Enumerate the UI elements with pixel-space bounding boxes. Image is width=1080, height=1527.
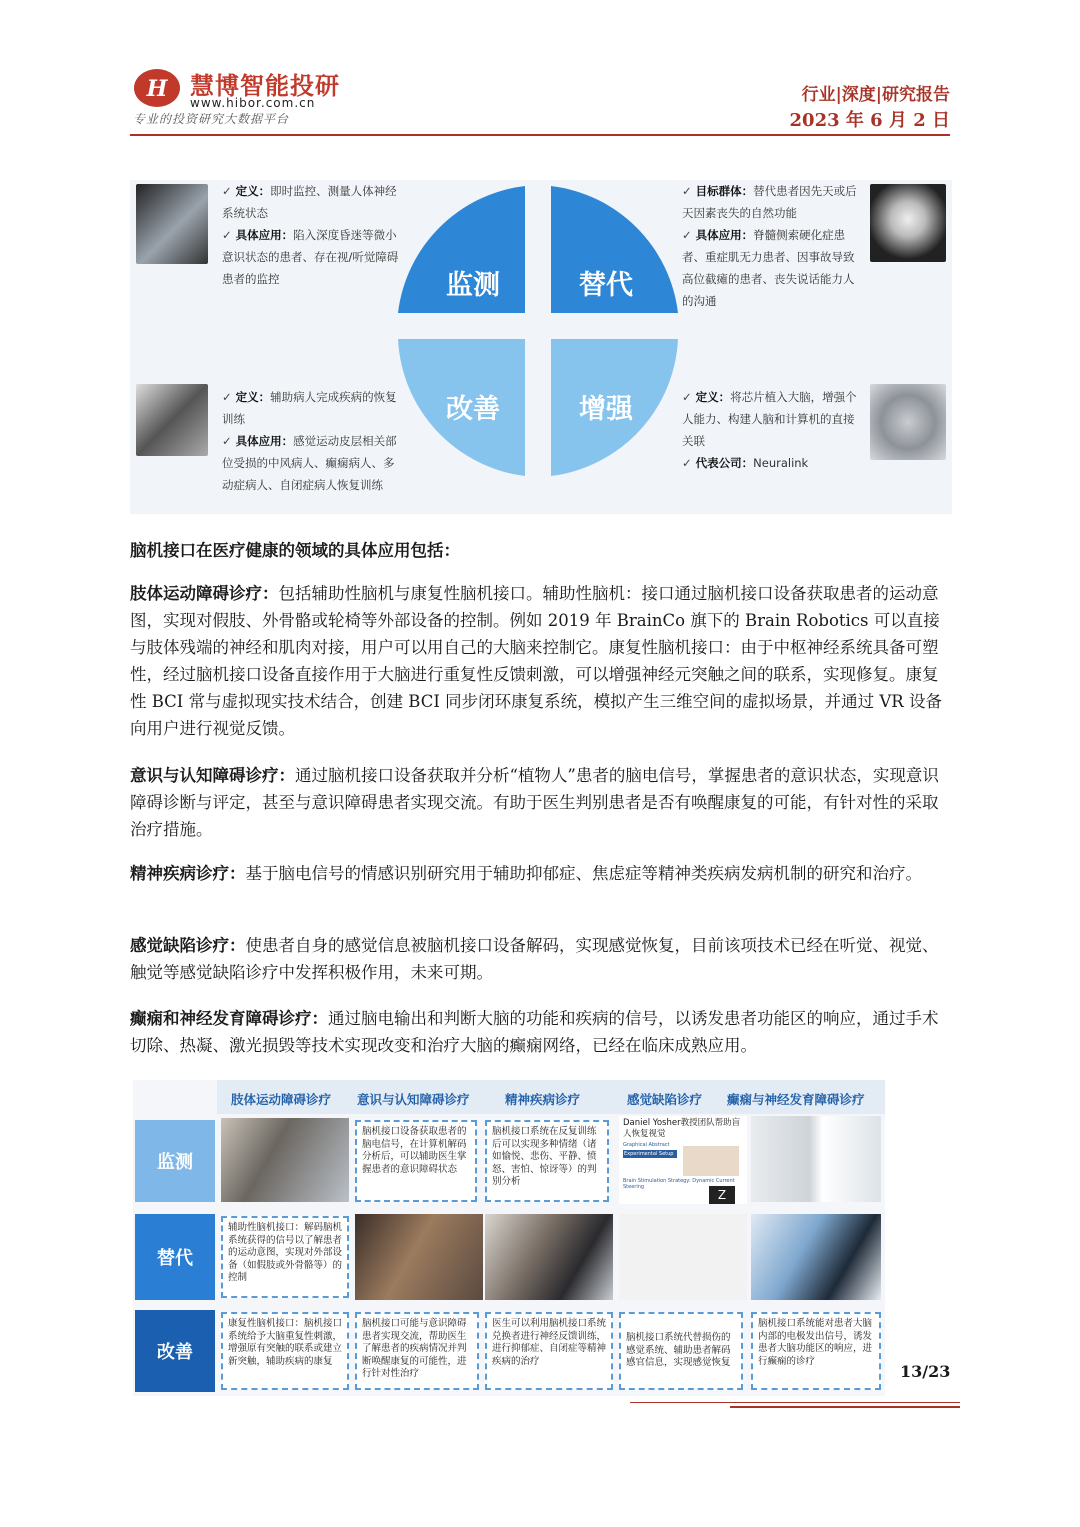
sensory-caption: Daniel Yosher教授团队帮助盲人恢复视觉 bbox=[623, 1118, 741, 1139]
brand-tagline: 专业的投资研究大数据平台 bbox=[133, 112, 290, 126]
col-motor: 肢体运动障碍诊疗 bbox=[231, 1092, 332, 1107]
monitor-application: ✓ 具体应用：陷入深度昏迷等微小意识状态的患者、存在视/听觉障碍患者的监控 bbox=[222, 228, 399, 286]
brand-url[interactable]: www.hibor.com.cn bbox=[190, 96, 316, 110]
footer-rule-thick bbox=[730, 1406, 960, 1408]
sensory-monitor-graphic bbox=[619, 1116, 747, 1204]
check-icon: ✓ bbox=[222, 184, 232, 198]
replace-text bbox=[682, 180, 858, 312]
intro-heading: 脑机接口在医疗健康的领域的具体应用包括： bbox=[130, 541, 460, 560]
quadrant-monitor-label: 监测 bbox=[446, 270, 500, 301]
para-epilepsy: 癫痫和神经发育障碍诊疗：通过脑电输出和判断大脑的功能和疾病的信号，以诱发患者功能区的响应，通过手术切除、热凝、激光损毁等技术实现改变和治疗大脑的癫痫网络，已经在临床成熟应用。 bbox=[130, 1009, 939, 1055]
experimental-setup-label: Experimental Setup bbox=[623, 1150, 677, 1158]
report-type: 行业|深度|研究报告 bbox=[801, 85, 950, 105]
check-icon: ✓ bbox=[682, 228, 692, 242]
svg-text:H: H bbox=[146, 76, 168, 102]
cell-sensory-improve: 脑机接口系统代替损伤的感觉系统、辅助患者解码感官信息，实现感觉恢复 bbox=[619, 1312, 743, 1390]
cell-consciousness-improve: 脑机接口可能与意识障碍患者实现交流，帮助医生了解患者的疾病情况并判断唤醒康复的可能性，进行针对性治疗 bbox=[355, 1312, 479, 1390]
col-psychiatric: 精神疾病诊疗 bbox=[505, 1092, 581, 1107]
row-improve: 改善 bbox=[135, 1310, 215, 1392]
page-number: 13/23 bbox=[900, 1362, 951, 1381]
check-icon: ✓ bbox=[682, 456, 692, 470]
footer-rule-thin bbox=[630, 1402, 960, 1403]
row-monitor: 监测 bbox=[135, 1120, 215, 1202]
stimulation-strategy-label: Brain Stimulation Strategy: Dynamic Current Steering bbox=[623, 1178, 735, 1190]
cell-motor-replace: 辅助性脑机接口：解码脑机系统获得的信号以了解患者的运动意图，实现对外部设备（如假肢或外骨骼等）的控制 bbox=[221, 1216, 349, 1298]
para-motor: 肢体运动障碍诊疗：包括辅助性脑机与康复性脑机接口。辅助性脑机：接口通过脑机接口设备获取患者的运动意图，实现对假肢、外骨骼或轮椅等外部设备的控制。例如 2019 年 BrainCo 旗下的 Brain Robotics 可以直接与肢体残端的神经和肌肉对接，用户可以用自己的大脑来控制它。康复性脑机接口：由于中枢神经系统具备可塑性，经过脑机接口设备直接作用于大脑进行重复性反馈刺激，可以增强神经元突触之间的联系，实现修复。康复性 BCI 常与虚拟现实技术结合，创建 BCI 同步闭环康复系统，模拟产生三维空间的虚拟场景，并通过 VR 设备向用户进行视觉反馈。 bbox=[130, 584, 942, 738]
enhance-definition: ✓ 定义：将芯片植入大脑，增强个人能力、构建人脑和计算机的直接关联 bbox=[682, 390, 857, 448]
replace-photo bbox=[870, 184, 946, 262]
check-icon: ✓ bbox=[222, 434, 232, 448]
motor-monitor-photo bbox=[221, 1118, 349, 1202]
improve-text bbox=[222, 386, 398, 496]
report-date: 2023 年 6 月 2 日 bbox=[789, 110, 950, 131]
cell-motor-improve: 康复性脑机接口：脑机接口系统给予大脑重复性刺激，增强原有突触的联系或建立新突触，辅助疾病的康复 bbox=[221, 1312, 349, 1390]
enhance-company: ✓ 代表公司：Neuralink bbox=[682, 456, 809, 470]
graphical-abstract-label: Graphical Abstract bbox=[623, 1142, 670, 1148]
col-consciousness: 意识与认知障碍诊疗 bbox=[357, 1092, 470, 1107]
cell-psychiatric-improve: 医生可以利用脑机接口系统兑换者进行神经反馈训练，进行抑郁症、自闭症等精神疾病的治疗 bbox=[485, 1312, 613, 1390]
letter-display: Z bbox=[709, 1186, 735, 1204]
monitor-text bbox=[222, 180, 404, 290]
col-epilepsy: 癫痫与神经发育障碍诊疗 bbox=[727, 1092, 865, 1107]
replace-target: ✓ 目标群体：替代患者因先天或后天因素丧失的自然功能 bbox=[682, 184, 857, 220]
setup-illustration bbox=[683, 1146, 739, 1176]
quadrant-replace-label: 替代 bbox=[579, 270, 633, 301]
improve-application: ✓ 具体应用：感觉运动皮层相关部位受损的中风病人、癫痫病人、多动症病人、自闭症病人恢复训练 bbox=[222, 434, 397, 492]
replace-application: ✓ 具体应用：脊髓侧索硬化症患者、重症肌无力患者、因事故导致高位截瘫的患者、丧失说话能力人的沟通 bbox=[682, 228, 855, 308]
psychiatric-replace-photo bbox=[485, 1214, 613, 1300]
check-icon: ✓ bbox=[682, 390, 692, 404]
check-icon: ✓ bbox=[222, 228, 232, 242]
quadrant-enhance-label: 增强 bbox=[579, 394, 633, 425]
bci-quadrant-figure bbox=[130, 180, 952, 514]
quadrant-improve-label: 改善 bbox=[446, 394, 500, 425]
sensory-replace-photo bbox=[619, 1214, 747, 1300]
improve-photo bbox=[136, 384, 208, 456]
para-psychiatric: 精神疾病诊疗：基于脑电信号的情感识别研究用于辅助抑郁症、焦虑症等精神类疾病发病机制的研究和治疗。 bbox=[130, 864, 922, 883]
monitor-photo bbox=[136, 184, 208, 264]
epilepsy-monitor-photo bbox=[751, 1116, 881, 1202]
consciousness-replace-photo bbox=[355, 1214, 483, 1300]
para-consciousness: 意识与认知障碍诊疗：通过脑机接口设备获取并分析“植物人”患者的脑电信号，掌握患者的意识状态，实现意识障碍诊断与评定，甚至与意识障碍患者实现交流。有助于医生判别患者是否有唤醒康复的可能，有针对性的采取治疗措施。 bbox=[130, 766, 939, 839]
quadrant-circle bbox=[398, 186, 678, 496]
cell-consciousness-monitor: 脑机接口设备获取患者的脑电信号，在计算机解码分析后，可以辅助医生掌握患者的意识障碍状态 bbox=[355, 1120, 477, 1202]
cell-psychiatric-monitor: 脑机接口系统在反复训练后可以实现多种情绪（诸如愉悦、悲伤、平静、愤怒、害怕、惊讶等）的判别分析 bbox=[485, 1120, 609, 1202]
monitor-definition: ✓ 定义：即时监控、测量人体神经系统状态 bbox=[222, 184, 397, 220]
header-divider bbox=[130, 134, 950, 136]
improve-definition: ✓ 定义：辅助病人完成疾病的恢复训练 bbox=[222, 390, 397, 426]
enhance-photo bbox=[870, 384, 946, 460]
cell-epilepsy-improve: 脑机接口系统能对患者大脑内部的电极发出信号，诱发患者大脑功能区的响应，进行癫痫的诊疗 bbox=[751, 1312, 881, 1390]
epilepsy-replace-photo bbox=[751, 1214, 881, 1300]
check-icon: ✓ bbox=[222, 390, 232, 404]
brand-name: 慧博智能投研 bbox=[190, 72, 340, 100]
brand-logo-icon bbox=[133, 68, 185, 108]
row-replace: 替代 bbox=[135, 1214, 215, 1300]
col-sensory: 感觉缺陷诊疗 bbox=[627, 1092, 703, 1107]
para-sensory: 感觉缺陷诊疗：使患者自身的感觉信息被脑机接口设备解码，实现感觉恢复，目前该项技术已经在听觉、视觉、触觉等感觉缺陷诊疗中发挥积极作用，未来可期。 bbox=[130, 936, 939, 982]
application-matrix bbox=[133, 1080, 885, 1396]
enhance-text bbox=[682, 386, 858, 474]
check-icon: ✓ bbox=[682, 184, 692, 198]
